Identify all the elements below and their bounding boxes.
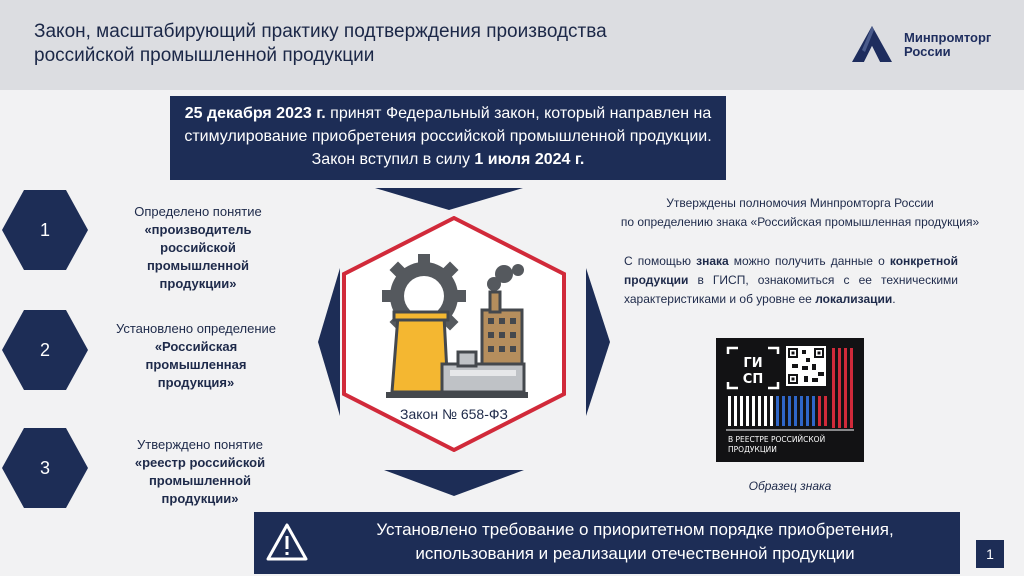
- hex-number-label: 2: [39, 340, 50, 360]
- arrow-down-top: [375, 188, 523, 210]
- ministry-logo-text: [904, 31, 991, 59]
- barcode-stripes: [728, 396, 827, 426]
- sign-sample-caption: Образец знака: [748, 479, 832, 493]
- item-bold: «Российская промышленная продукция»: [145, 339, 247, 390]
- text-span: можно получить данные о: [728, 254, 890, 268]
- item-lead: Определено понятие: [134, 204, 262, 219]
- arrow-left: [318, 268, 340, 416]
- ministry-logo-icon: [850, 24, 894, 64]
- title-line-2: российской промышленной продукции: [34, 45, 375, 66]
- hex-number-1: [2, 190, 88, 270]
- requirement-line-1: Установлено требование о приоритетном порядке приобретения,: [376, 520, 894, 539]
- logo-line-1: Минпромторг: [904, 30, 992, 45]
- law-label: Закон № 658-ФЗ: [400, 406, 508, 422]
- hex-number-label: 1: [39, 220, 50, 240]
- title-line-1: Закон, масштабирующий практику подтверждения производства: [34, 21, 607, 42]
- item-lead: Утверждено понятие: [137, 437, 263, 452]
- logo-line-2: России: [904, 44, 951, 59]
- qr-code-icon: [786, 346, 826, 386]
- header: [0, 0, 1024, 90]
- requirement-line-2: использования и реализации отечественной продукции: [415, 544, 855, 563]
- bold-span: знака: [696, 254, 729, 268]
- hex-number-label: 3: [39, 458, 50, 478]
- text-span: .: [892, 292, 896, 306]
- bold-span: локализации: [815, 292, 893, 306]
- page-title: [34, 20, 754, 68]
- item-lead: Установлено определение: [115, 321, 277, 336]
- gisp-logo-text-top: ГИ: [743, 356, 763, 371]
- intro-date: 25 декабря 2023 г.: [184, 105, 326, 122]
- page-number: 1: [976, 540, 1004, 568]
- powers-heading: [596, 194, 1004, 232]
- sign-band-line-2: ПРОДУКЦИИ: [728, 445, 777, 454]
- hex-number-2: [2, 310, 88, 390]
- ministry-logo: [850, 24, 1010, 64]
- item-bold: «реестр российской промышленной продукции»: [134, 455, 266, 506]
- intro-date-2: 1 июля 2024 г.: [474, 151, 585, 168]
- item-1-text: [108, 203, 288, 293]
- item-3-text: [110, 436, 290, 508]
- arrow-down-bottom: [384, 470, 524, 496]
- requirement-banner: [254, 512, 960, 574]
- bold-span: конкретной продукции: [624, 254, 958, 287]
- sign-band-line-1: В РЕЕСТРЕ РОССИЙСКОЙ: [728, 435, 826, 444]
- warning-icon: [264, 520, 310, 566]
- sign-sample-image: [716, 338, 864, 462]
- intro-text: принят Федеральный закон, который направлен на стимулирование приобретения российской промышленной продукции. Закон вступил в силу: [184, 105, 712, 168]
- text-span: С помощью: [624, 254, 697, 268]
- arrow-right: [586, 268, 610, 416]
- powers-heading-line-1: Утверждены полномочия Минпромторга России: [666, 196, 934, 210]
- item-2-text: [106, 320, 286, 392]
- powers-heading-line-2: по определению знака «Российская промышленная продукция»: [620, 215, 980, 229]
- item-bold: «производитель российской промышленной продукции»: [144, 222, 252, 291]
- sign-description: [624, 252, 958, 309]
- gisp-sign-graphic: [716, 338, 864, 462]
- hex-number-3: [2, 428, 88, 508]
- text-span: в ГИСП, ознакомиться с ее техническими характеристиками и об уровне ее: [624, 273, 958, 306]
- gisp-logo-text-bottom: СП: [742, 372, 764, 387]
- requirement-text: [320, 518, 950, 566]
- intro-box: [170, 96, 726, 180]
